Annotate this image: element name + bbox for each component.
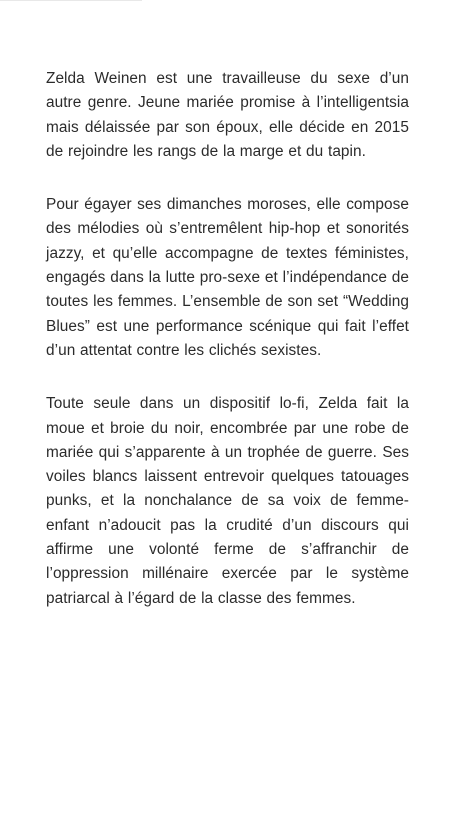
body-text xyxy=(46,67,409,640)
top-divider xyxy=(0,0,142,1)
paragraph-intro: Zelda Weinen est une travailleuse du sexe d’un autre genre. Jeune mariée promise à l’intelligentsia mais délaissée par son époux, elle décide en 2015 de rejoindre les rangs de la marge et du tapin. xyxy=(46,70,409,160)
paragraph-music: Pour égayer ses dimanches moroses, elle compose des mélodies où s’entremêlent hip-hop et sonorités jazzy, et qu’elle accompagne de textes féministes, engagés dans la lutte pro-sexe et l’indépendance de toutes les femmes. L’ensemble de son set “Wedding Blues” est une performance scénique qui fait l’effet d’un attentat contre les clichés sexistes. xyxy=(46,196,409,359)
paragraph-performance: Toute seule dans un dispositif lo-fi, Zelda fait la moue et broie du noir, encombrée par une robe de mariée qui s’apparente à un trophée de guerre. Ses voiles blancs laissent entrevoir quelques tatouages punks, et la nonchalance de sa voix de femme-enfant n’adoucit pas la crudité d’un discours qui affirme une volonté ferme de s’affranchir de l’oppression millénaire exercée par le système patriarcal à l’égard de la classe des femmes. xyxy=(46,395,409,607)
